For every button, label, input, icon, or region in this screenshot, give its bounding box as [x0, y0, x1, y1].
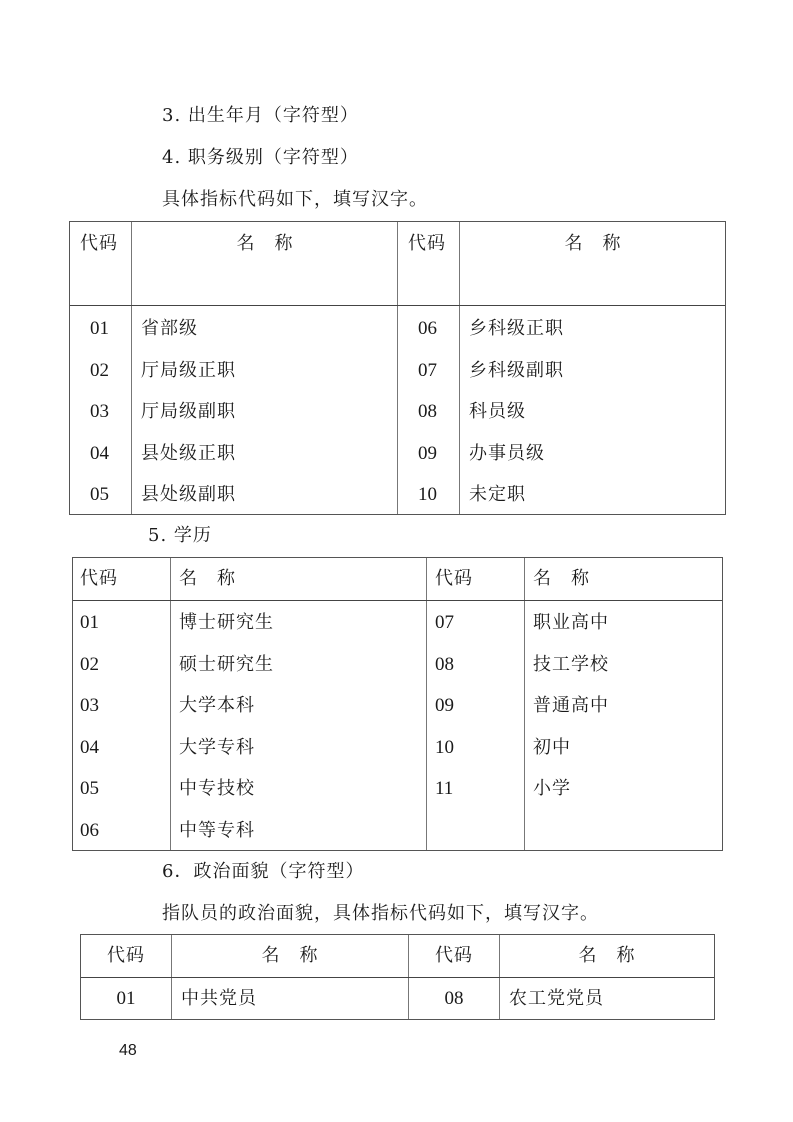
code-cell: 01 — [90, 318, 109, 339]
header-name: 名 称 — [578, 945, 636, 966]
code-cell: 01 — [116, 988, 136, 1009]
section6-description: 指队员的政治面貌，具体指标代码如下，填写汉字。 — [162, 903, 599, 924]
code-cell: 02 — [80, 654, 99, 675]
name-cell: 职业高中 — [533, 612, 609, 633]
code-cell: 05 — [90, 484, 109, 505]
section4-title: 4. 职务级别（字符型） — [162, 147, 359, 168]
header-code: 代码 — [80, 568, 118, 589]
name-cell: 中等专科 — [179, 820, 255, 841]
header-code: 代码 — [107, 945, 145, 966]
header-name: 名 称 — [179, 568, 236, 589]
name-cell: 小学 — [533, 778, 571, 799]
code-cell: 07 — [435, 612, 454, 633]
name-cell: 农工党党员 — [509, 988, 604, 1009]
section5-title: 5. 学历 — [148, 525, 212, 546]
code-cell: 03 — [80, 695, 99, 716]
rank-code-table — [69, 221, 726, 515]
code-cell: 10 — [435, 737, 454, 758]
code-cell: 06 — [80, 820, 99, 841]
code-cell: 09 — [418, 443, 437, 464]
name-cell: 科员级 — [469, 401, 526, 422]
name-cell: 硕士研究生 — [179, 654, 274, 675]
name-cell: 初中 — [533, 737, 571, 758]
name-cell: 技工学校 — [533, 654, 609, 675]
code-cell: 06 — [418, 318, 437, 339]
name-cell: 办事员级 — [469, 443, 545, 464]
name-cell: 普通高中 — [533, 695, 609, 716]
code-cell: 04 — [90, 443, 109, 464]
header-name: 名 称 — [533, 568, 590, 589]
header-code: 代码 — [408, 233, 446, 254]
page-number: 48 — [119, 1042, 137, 1059]
code-cell: 07 — [418, 360, 437, 381]
code-cell: 09 — [435, 695, 454, 716]
code-cell: 02 — [90, 360, 109, 381]
code-cell: 01 — [80, 612, 99, 633]
header-name: 名 称 — [236, 233, 294, 254]
name-cell: 博士研究生 — [179, 612, 274, 633]
political-status-code-table — [80, 934, 715, 1020]
name-cell: 县处级副职 — [141, 484, 236, 505]
header-code: 代码 — [435, 945, 473, 966]
name-cell: 厅局级副职 — [141, 401, 236, 422]
name-cell: 中共党员 — [181, 988, 257, 1009]
name-cell: 省部级 — [141, 318, 198, 339]
header-code: 代码 — [80, 233, 118, 254]
code-cell: 11 — [435, 778, 454, 799]
name-cell: 厅局级正职 — [141, 360, 236, 381]
name-cell: 乡科级正职 — [469, 318, 564, 339]
name-cell: 未定职 — [469, 484, 526, 505]
header-code: 代码 — [435, 568, 473, 589]
code-cell: 10 — [418, 484, 437, 505]
name-cell: 大学专科 — [179, 737, 255, 758]
code-cell: 08 — [444, 988, 464, 1009]
name-cell: 乡科级副职 — [469, 360, 564, 381]
code-cell: 03 — [90, 401, 109, 422]
name-cell: 县处级正职 — [141, 443, 236, 464]
education-code-table — [72, 557, 723, 851]
name-cell: 中专技校 — [179, 778, 255, 799]
code-cell: 08 — [418, 401, 437, 422]
section4-description: 具体指标代码如下，填写汉字。 — [162, 189, 428, 210]
section6-title: 6．政治面貌（字符型） — [162, 861, 365, 882]
section3-title: 3. 出生年月（字符型） — [162, 105, 359, 126]
header-name: 名 称 — [261, 945, 319, 966]
name-cell: 大学本科 — [179, 695, 255, 716]
code-cell: 08 — [435, 654, 454, 675]
code-cell: 05 — [80, 778, 99, 799]
header-name: 名 称 — [564, 233, 622, 254]
code-cell: 04 — [80, 737, 99, 758]
